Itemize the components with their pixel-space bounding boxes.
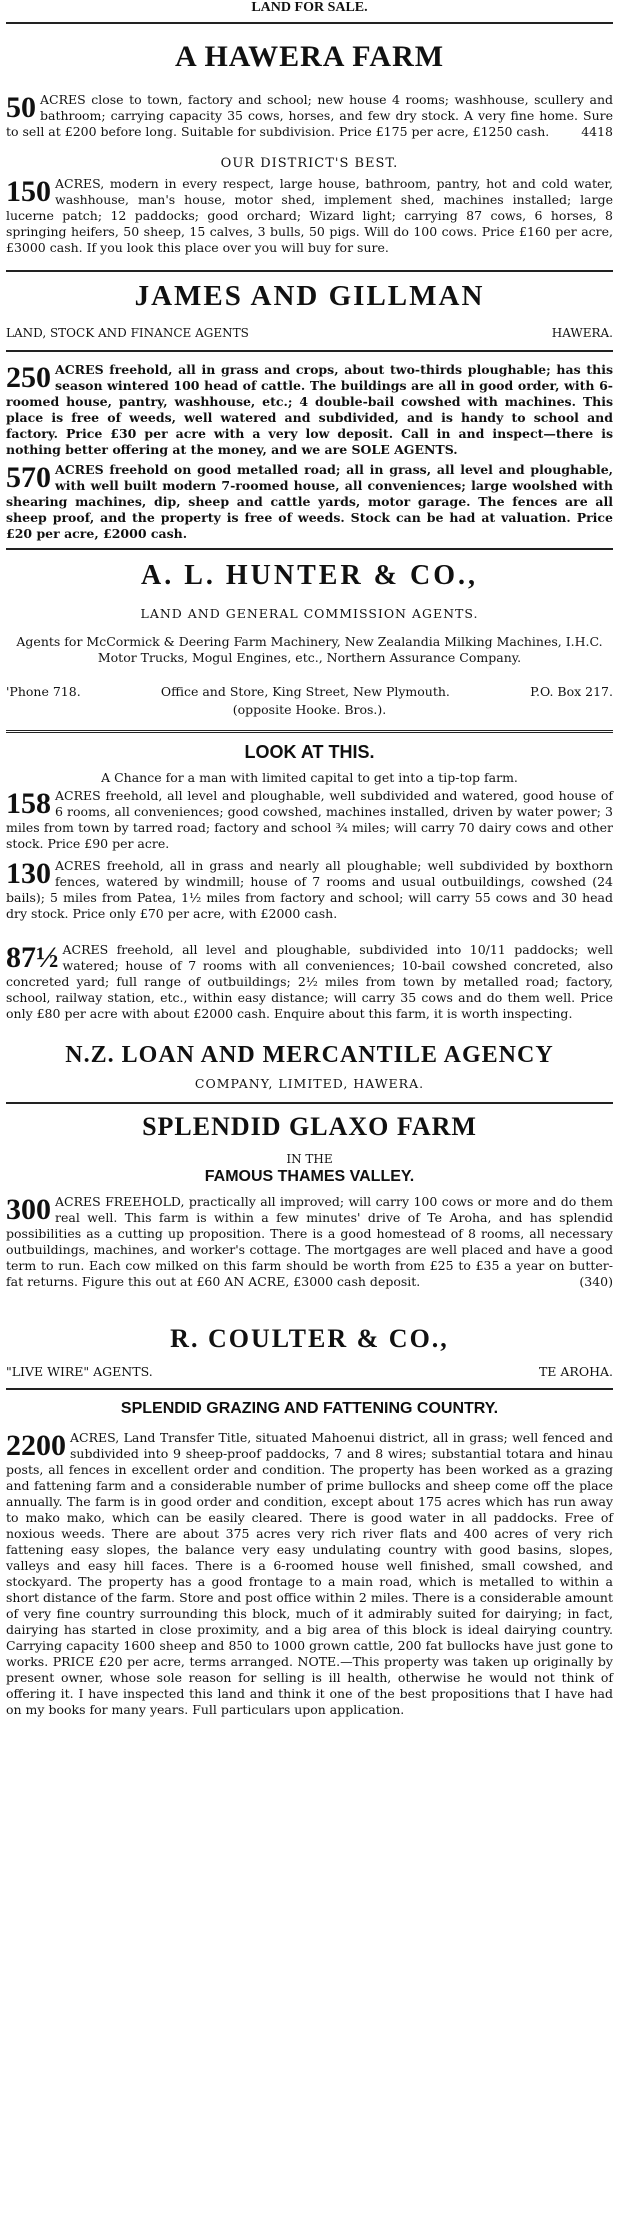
listing-150-acres [6, 176, 613, 256]
divider [6, 730, 613, 733]
acre-count: 158 [6, 787, 51, 820]
agent-town: HAWERA. [551, 326, 613, 340]
acre-count: 250 [6, 361, 51, 394]
divider [6, 1388, 613, 1390]
hunter-agents: Agents for McCormick & Deering Farm Machinery, New Zealandia Milking Machines, I.H.C. Motor Trucks, Mogul Engines, etc., Northern Assurance Company. [16, 634, 603, 665]
look-title: LOOK AT THIS. [244, 742, 375, 762]
listing-text: ACRES freehold, all level and ploughable, subdivided into 10/11 paddocks; well watered; house of 7 rooms with all conveniences; 10-bail cowshed concreted, also concreted yard; full range of outbuildings; 2½ miles from town by metalled road; factory, school, railway station, etc., within easy distance; will carry 35 cows and do them well. Price only £80 per acre with about £2000 cash. Enquire about this farm, it is worth inspecting. [6, 942, 613, 1021]
listing-50-acres [6, 92, 613, 140]
divider [6, 548, 613, 550]
glaxo-title: SPLENDID GLAXO FARM [142, 1112, 477, 1141]
acre-count: 2200 [6, 1429, 66, 1462]
james-gillman-title: JAMES AND GILLMAN [134, 280, 485, 312]
agent-services: LAND, STOCK AND FINANCE AGENTS [6, 326, 249, 340]
listing-570-acres [6, 462, 613, 542]
coulter-agents: "LIVE WIRE" AGENTS. [6, 1364, 153, 1379]
listing-text: ACRES, Land Transfer Title, situated Mahoenui district, all in grass; well fenced and subdivided into 9 sheep-proof paddocks, 7 and 8 wires; substantial totara and hinau posts, all fences in excellent order and condition. The property has been worked as a grazing and fattening farm and a considerable number of prime bullocks and sheep come off the place annually. The farm is in good order and condition, except about 175 acres which has run away to mako mako, which can be easily cleared. There is good water in all paddocks. Free of noxious weeds. There are about 375 acres very rich river flats and 400 acres of very rich fattening easy slopes, the balance very easy undulating country with good basins, slopes, valleys and easy hill faces. There is a 6-roomed house well finished, small cowshed, and stockyard. The property has a good frontage to a main road, which is metalled to within a short distance of the farm. Store and post office within 2 miles. There is a considerable amount of very fine country surrounding this block, much of it admirably suited for dairying; in fact, dairying has started in close proximity, and a big area of this block is ideal dairying country. Carrying capacity 1600 sheep and 850 to 1000 grown cattle, 200 fat bullocks have just gone to works. PRICE £20 per acre, terms arranged. NOTE.—This property was taken up originally by present owner, whose sole reason for selling is ill health, otherwise he would not think of offering it. I have inspected this land and think it one of the best propositions that I have had on my books for many years. Full particulars upon application. [6, 1430, 613, 1717]
coulter-line [6, 1364, 613, 1379]
coulter-title: R. COULTER & CO., [170, 1324, 449, 1353]
listing-250-acres [6, 362, 613, 458]
listing-text: ACRES freehold, all in grass and nearly all ploughable; well subdivided by boxthorn fences, watered by windmill; house of 7 rooms and usual outbuildings, cowshed (24 bails); 5 miles from Patea, 1½ miles from factory and school; will carry 55 cows and 30 head dry stock. Price only £70 per acre, with £2000 cash. [6, 858, 613, 921]
listing-158-acres [6, 788, 613, 852]
acre-count: 570 [6, 461, 51, 494]
acre-count: 150 [6, 175, 51, 208]
coulter-town: TE AROHA. [538, 1364, 613, 1379]
listing-text: ACRES, modern in every respect, large house, bathroom, pantry, hot and cold water, washhouse, man's house, motor shed, implement shed, machines installed; large lucerne patch; 12 paddocks; good orchard; Wizard light; carrying 87 cows, 6 horses, 8 springing heifers, 50 sheep, 15 calves, 3 bulls, 50 pigs. Will do 100 cows. Price £160 per acre, £3000 cash. If you look this place over you will buy for sure. [6, 176, 613, 255]
in-the: IN THE [286, 1152, 333, 1166]
top-heading: LAND FOR SALE. [251, 0, 368, 15]
divider [6, 350, 613, 352]
listing-300-acres [6, 1194, 613, 1290]
grazing-title: SPLENDID GRAZING AND FATTENING COUNTRY. [120, 1400, 499, 1417]
hunter-subheading: LAND AND GENERAL COMMISSION AGENTS. [140, 606, 479, 621]
listing-text: ACRES freehold, all in grass and crops, about two-thirds ploughable; has this season wintered 100 head of cattle. The buildings are all in good order, with 6-roomed house, pantry, washhouse, etc.; 4 double-bail cowshed with machines. This place is free of weeds, well watered and subdivided, and is handy to school and factory. Price £30 per acre with a very low deposit. Call in and inspect—there is nothing better offering at the money, and we are SOLE AGENTS. [6, 362, 613, 457]
acre-count: 50 [6, 91, 36, 124]
listing-text: ACRES freehold on good metalled road; all in grass, all level and ploughable, with well built modern 7-roomed house, all conveniences; large woolshed with shearing machines, dip, sheep and cattle yards, motor garage. The fences are all sheep proof, and the property is free of weeds. Stock can be had at valuation. Price £20 per acre, £2000 cash. [6, 462, 613, 541]
acre-count: 300 [6, 1193, 51, 1226]
listing-text: ACRES close to town, factory and school; new house 4 rooms; washhouse, scullery and bathroom; carrying capacity 35 cows, horses, and few dry stock. A very fine home. Sure to sell at £200 before long. Suitable for subdivision. Price £175 per acre, £1250 cash. [6, 92, 613, 139]
phone: 'Phone 718. [6, 684, 81, 699]
hunter-title: A. L. HUNTER & CO., [140, 560, 478, 591]
opposite-note: (opposite Hooke. Bros.). [232, 702, 387, 717]
agency-sub: COMPANY, LIMITED, HAWERA. [194, 1076, 425, 1091]
divider [6, 1102, 613, 1104]
hunter-contact [6, 684, 613, 699]
agent-line [6, 326, 613, 340]
agency-name: N.Z. LOAN AND MERCANTILE AGENCY [65, 1042, 554, 1068]
listing-2200-acres [6, 1430, 613, 1718]
listing-text: ACRES FREEHOLD, practically all improved; will carry 100 cows or more and do them real well. This farm is within a few minutes' drive of Te Aroha, and has splendid possibilities as a cutting up proposition. There is a good homestead of 8 rooms, all necessary outbuildings, machines, and worker's cottage. The mortgages are well placed and have a good term to run. Each cow milked on this farm should be worth from £25 to £35 a year on butter-fat returns. Figure this out at £60 AN ACRE, £3000 cash deposit. [6, 1194, 613, 1289]
listing-text: ACRES freehold, all level and ploughable, well subdivided and watered, good house of 6 rooms, all conveniences; good cowshed, machines installed, driven by water power; 3 miles from town by tarred road; factory and school ¾ miles; will carry 70 dairy cows and other stock. Price £90 per acre. [6, 788, 613, 851]
look-intro: A Chance for a man with limited capital to get into a tip-top farm. [101, 770, 518, 785]
hawera-farm-title: A HAWERA FARM [174, 40, 445, 73]
thames-valley: FAMOUS THAMES VALLEY. [204, 1168, 415, 1185]
po-box: P.O. Box 217. [530, 684, 613, 699]
ref-number: (340) [579, 1274, 613, 1289]
subheading: OUR DISTRICT'S BEST. [220, 156, 399, 171]
acre-count: 130 [6, 857, 51, 890]
office-address: Office and Store, King Street, New Plymouth. [160, 684, 450, 699]
acre-count: 87½ [6, 941, 59, 974]
divider [6, 270, 613, 272]
listing-87-acres [6, 942, 613, 1022]
ref-number: 4418 [581, 124, 613, 139]
listing-130-acres [6, 858, 613, 922]
divider [6, 22, 613, 24]
